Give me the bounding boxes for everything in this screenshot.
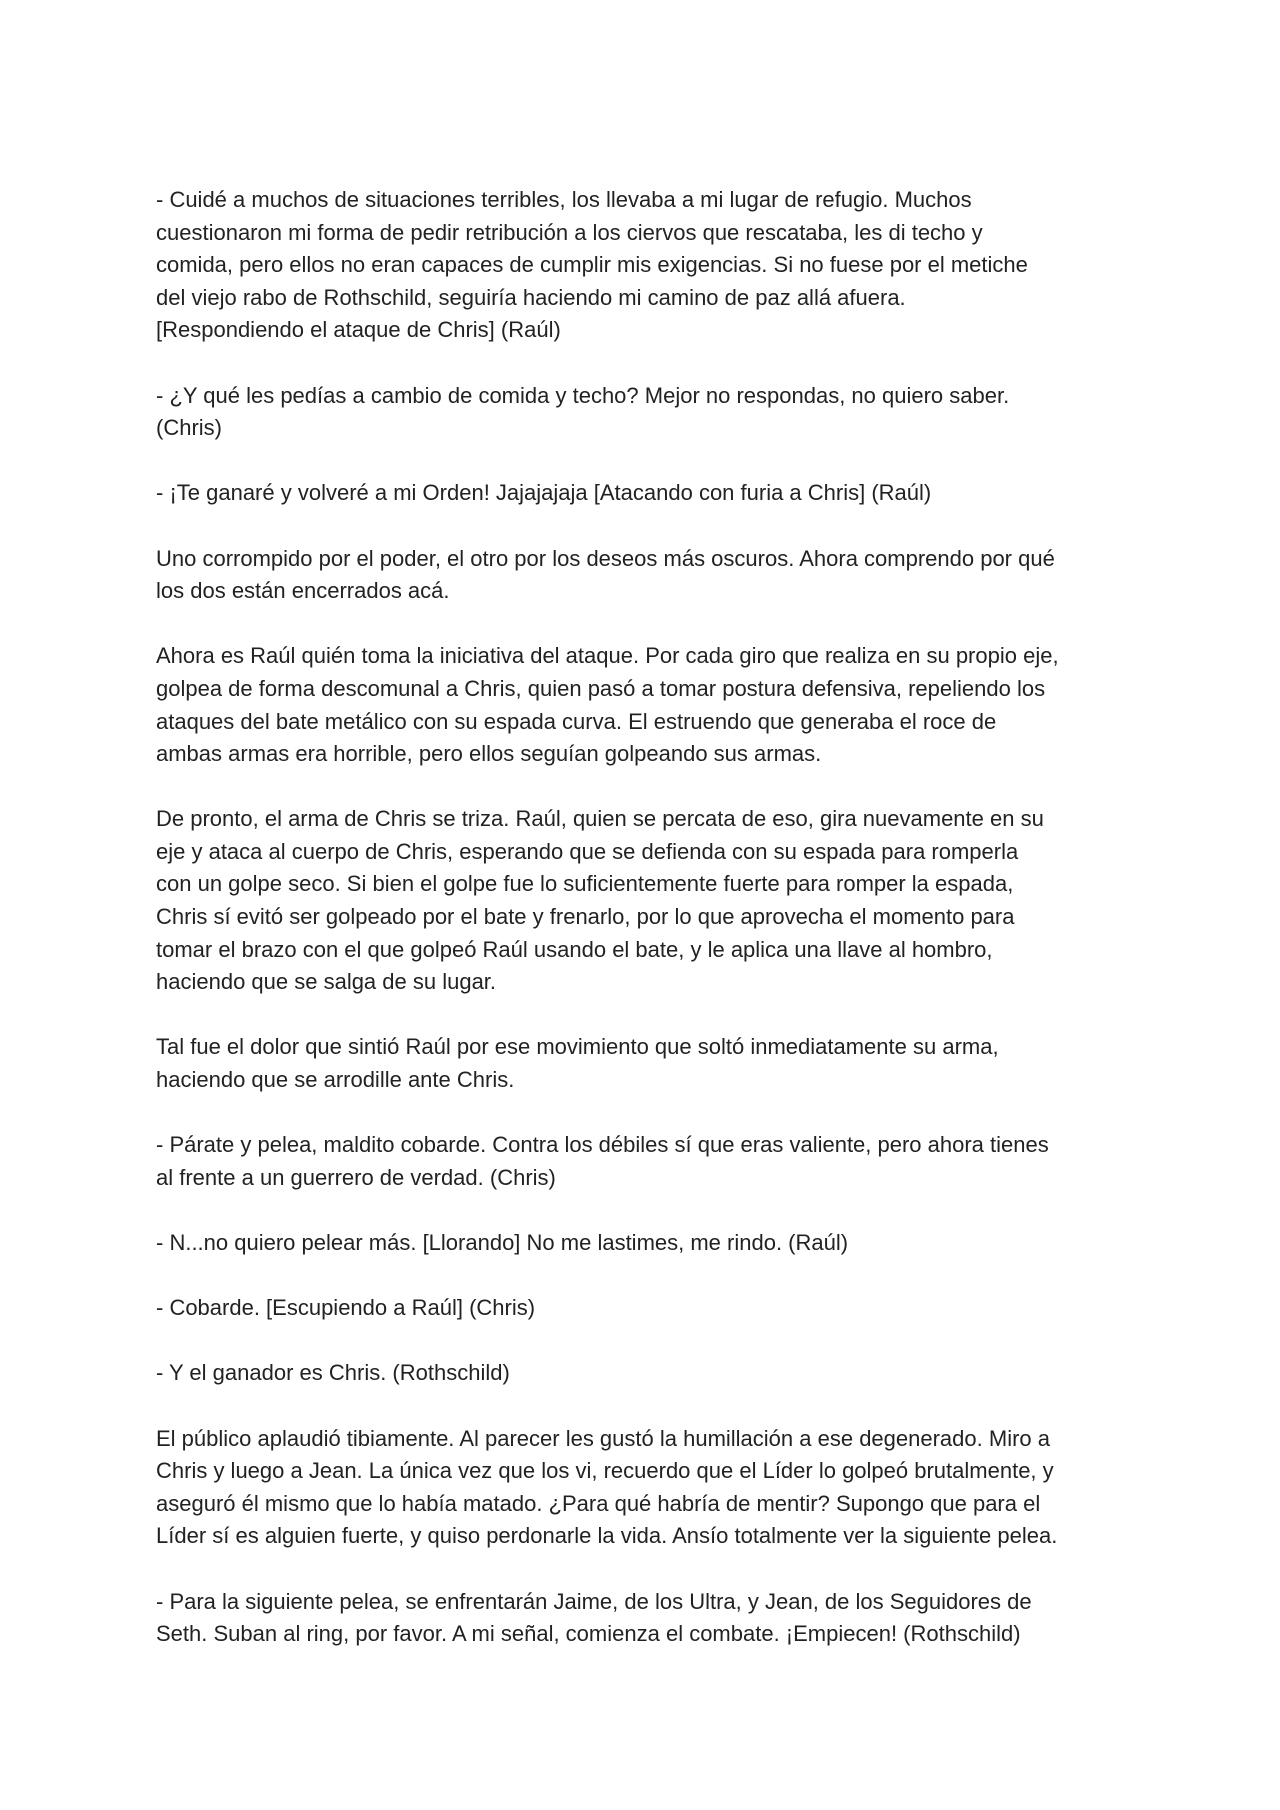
- text-line: Líder sí es alguien fuerte, y quiso perdonarle la vida. Ansío totalmente ver la siguiente pelea.: [156, 1523, 1058, 1549]
- text-line: - Y el ganador es Chris. (Rothschild): [156, 1360, 510, 1386]
- paragraph: [156, 1292, 1146, 1325]
- text-line: - Párate y pelea, maldito cobarde. Contra los débiles sí que eras valiente, pero ahora tienes: [156, 1132, 1049, 1158]
- text-line: cuestionaron mi forma de pedir retribución a los ciervos que rescataba, les di techo y: [156, 219, 983, 245]
- text-line: - ¡Te ganaré y volveré a mi Orden! Jajajajaja [Atacando con furia a Chris] (Raúl): [156, 480, 932, 506]
- paragraph: [156, 477, 1146, 510]
- text-line: comida, pero ellos no eran capaces de cumplir mis exigencias. Si no fuese por el metiche: [156, 252, 1028, 278]
- text-line: (Chris): [156, 415, 222, 441]
- document-body: [156, 184, 1146, 1683]
- text-line: - Cuidé a muchos de situaciones terribles, los llevaba a mi lugar de refugio. Muchos: [156, 187, 972, 212]
- text-line: Tal fue el dolor que sintió Raúl por ese movimiento que soltó inmediatamente su arma,: [156, 1034, 999, 1060]
- paragraph: [156, 1357, 1146, 1390]
- text-line: - Cobarde. [Escupiendo a Raúl] (Chris): [156, 1295, 536, 1321]
- text-line: [Respondiendo el ataque de Chris] (Raúl): [156, 317, 561, 343]
- paragraph: [156, 1423, 1146, 1553]
- paragraph: [156, 184, 1146, 347]
- text-line: Ahora es Raúl quién toma la iniciativa del ataque. Por cada giro que realiza en su propio eje,: [156, 643, 1059, 669]
- text-line: ambas armas era horrible, pero ellos seguían golpeando sus armas.: [156, 741, 822, 767]
- text-line: haciendo que se arrodille ante Chris.: [156, 1067, 515, 1093]
- text-line: los dos están encerrados acá.: [156, 578, 450, 604]
- paragraph: [156, 380, 1146, 445]
- text-line: Chris sí evitó ser golpeado por el bate y frenarlo, por lo que aprovecha el momento para: [156, 904, 1015, 930]
- paragraph: [156, 1129, 1146, 1194]
- paragraph: [156, 1227, 1146, 1260]
- text-line: El público aplaudió tibiamente. Al parecer les gustó la humillación a ese degenerado. Miro a: [156, 1425, 1050, 1451]
- text-line: Chris y luego a Jean. La única vez que los vi, recuerdo que el Líder lo golpeó brutalmente, y: [156, 1458, 1054, 1484]
- paragraph: [156, 640, 1146, 770]
- paragraph: [156, 1586, 1146, 1651]
- text-line: - ¿Y qué les pedías a cambio de comida y techo? Mejor no respondas, no quiero saber.: [156, 382, 1010, 408]
- text-line: aseguró él mismo que lo había matado. ¿Para qué habría de mentir? Supongo que para el: [156, 1490, 1041, 1516]
- text-line: haciendo que se salga de su lugar.: [156, 969, 497, 995]
- text-line: tomar el brazo con el que golpeó Raúl usando el bate, y le aplica una llave al hombro,: [156, 936, 993, 962]
- text-line: con un golpe seco. Si bien el golpe fue lo suficientemente fuerte para romper la espada,: [156, 871, 1014, 897]
- text-line: del viejo rabo de Rothschild, seguiría haciendo mi camino de paz allá afuera.: [156, 284, 906, 310]
- text-line: al frente a un guerrero de verdad. (Chris): [156, 1164, 556, 1190]
- text-line: golpea de forma descomunal a Chris, quien pasó a tomar postura defensiva, repeliendo los: [156, 675, 1046, 701]
- text-line: - Para la siguiente pelea, se enfrentarán Jaime, de los Ultra, y Jean, de los Seguidores de: [156, 1588, 1032, 1614]
- paragraph: [156, 543, 1146, 608]
- text-line: De pronto, el arma de Chris se triza. Raúl, quien se percata de eso, gira nuevamente en su: [156, 806, 1044, 832]
- text-line: Seth. Suban al ring, por favor. A mi señal, comienza el combate. ¡Empiecen! (Rothschild): [156, 1621, 1021, 1647]
- text-line: - N...no quiero pelear más. [Llorando] No me lastimes, me rindo. (Raúl): [156, 1230, 849, 1255]
- text-line: ataques del bate metálico con su espada curva. El estruendo que generaba el roce de: [156, 708, 997, 734]
- text-line: eje y ataca al cuerpo de Chris, esperando que se defienda con su espada para romperla: [156, 838, 1019, 864]
- text-line: Uno corrompido por el poder, el otro por los deseos más oscuros. Ahora comprendo por qué: [156, 545, 1055, 571]
- paragraph: [156, 803, 1146, 999]
- paragraph: [156, 1031, 1146, 1096]
